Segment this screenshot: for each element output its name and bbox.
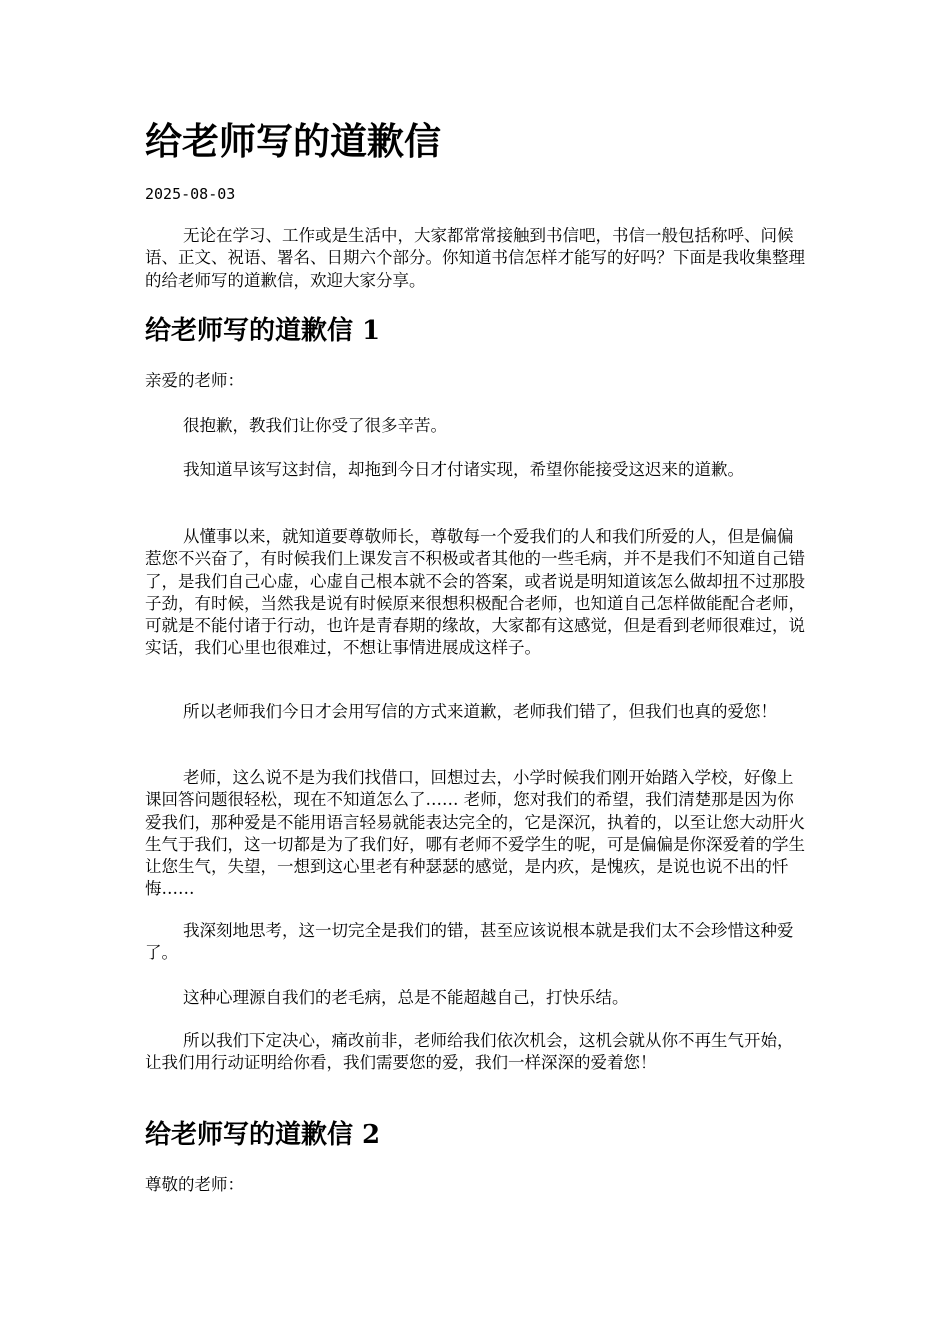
letter-1-paragraph: 很抱歉，教我们让你受了很多辛苦。 bbox=[183, 416, 447, 435]
letter-1-paragraph: 所以老师我们今日才会用写信的方式来道歉，老师我们错了，但我们也真的爱您！ bbox=[183, 702, 777, 721]
section-heading-letter-2: 给老师写的道歉信 2 bbox=[145, 1120, 381, 1150]
publish-date: 2025-08-03 bbox=[145, 185, 236, 203]
letter-1-paragraph: 老师，这么说不是为我们找借口，回想过去，小学时候我们刚开始踏入学校，好像上课回答问题很轻松，现在不知道怎么了…… 老师，您对我们的希望，我们清楚那是因为你爱我们，那种爱是不能用语言轻易就能表达完全的，它是深沉，执着的，以至让您大动肝火生气于我们，这一切都是为了我们好，哪有老师不爱学生的呢，可是偏偏是你深爱着的学生让您生气，失望，一想到这心里老有种瑟瑟的感觉，是内疚，是愧疚，是说也说不出的忏悔…… bbox=[145, 768, 805, 899]
letter-2-salutation: 尊敬的老师： bbox=[145, 1175, 244, 1194]
letter-1-salutation: 亲爱的老师： bbox=[145, 371, 244, 390]
section-heading-letter-1: 给老师写的道歉信 1 bbox=[145, 316, 381, 346]
intro-paragraph: 无论在学习、工作或是生活中，大家都常常接触到书信吧，书信一般包括称呼、问候语、正文、祝语、署名、日期六个部分。你知道书信怎样才能写的好吗？下面是我收集整理的给老师写的道歉信，欢迎大家分享。 bbox=[145, 226, 805, 290]
letter-1-paragraph: 我知道早该写这封信，却拖到今日才付诸实现，希望你能接受这迟来的道歉。 bbox=[183, 460, 744, 479]
letter-1-paragraph: 我深刻地思考，这一切完全是我们的错，甚至应该说根本就是我们太不会珍惜这种爱了。 bbox=[145, 921, 794, 963]
letter-1-paragraph: 所以我们下定决心，痛改前非，老师给我们依次机会，这机会就从你不再生气开始，让我们用行动证明给你看，我们需要您的爱，我们一样深深的爱着您！ bbox=[145, 1031, 794, 1073]
letter-1-paragraph: 这种心理源自我们的老毛病，总是不能超越自己，打快乐结。 bbox=[183, 988, 629, 1007]
letter-1-paragraph: 从懂事以来，就知道要尊敬师长，尊敬每一个爱我们的人和我们所爱的人，但是偏偏惹您不兴奋了，有时候我们上课发言不积极或者其他的一些毛病，并不是我们不知道自己错了，是我们自己心虚，心虚自己根本就不会的答案，或者说是明知道该怎么做却扭不过那股子劲，有时候，当然我是说有时候原来很想积极配合老师，也知道自己怎样做能配合老师，可就是不能付诸于行动，也许是青春期的缘故，大家都有这感觉，但是看到老师很难过，说实话，我们心里也很难过，不想让事情进展成这样子。 bbox=[145, 527, 805, 658]
page-title: 给老师写的道歉信 bbox=[145, 119, 441, 163]
